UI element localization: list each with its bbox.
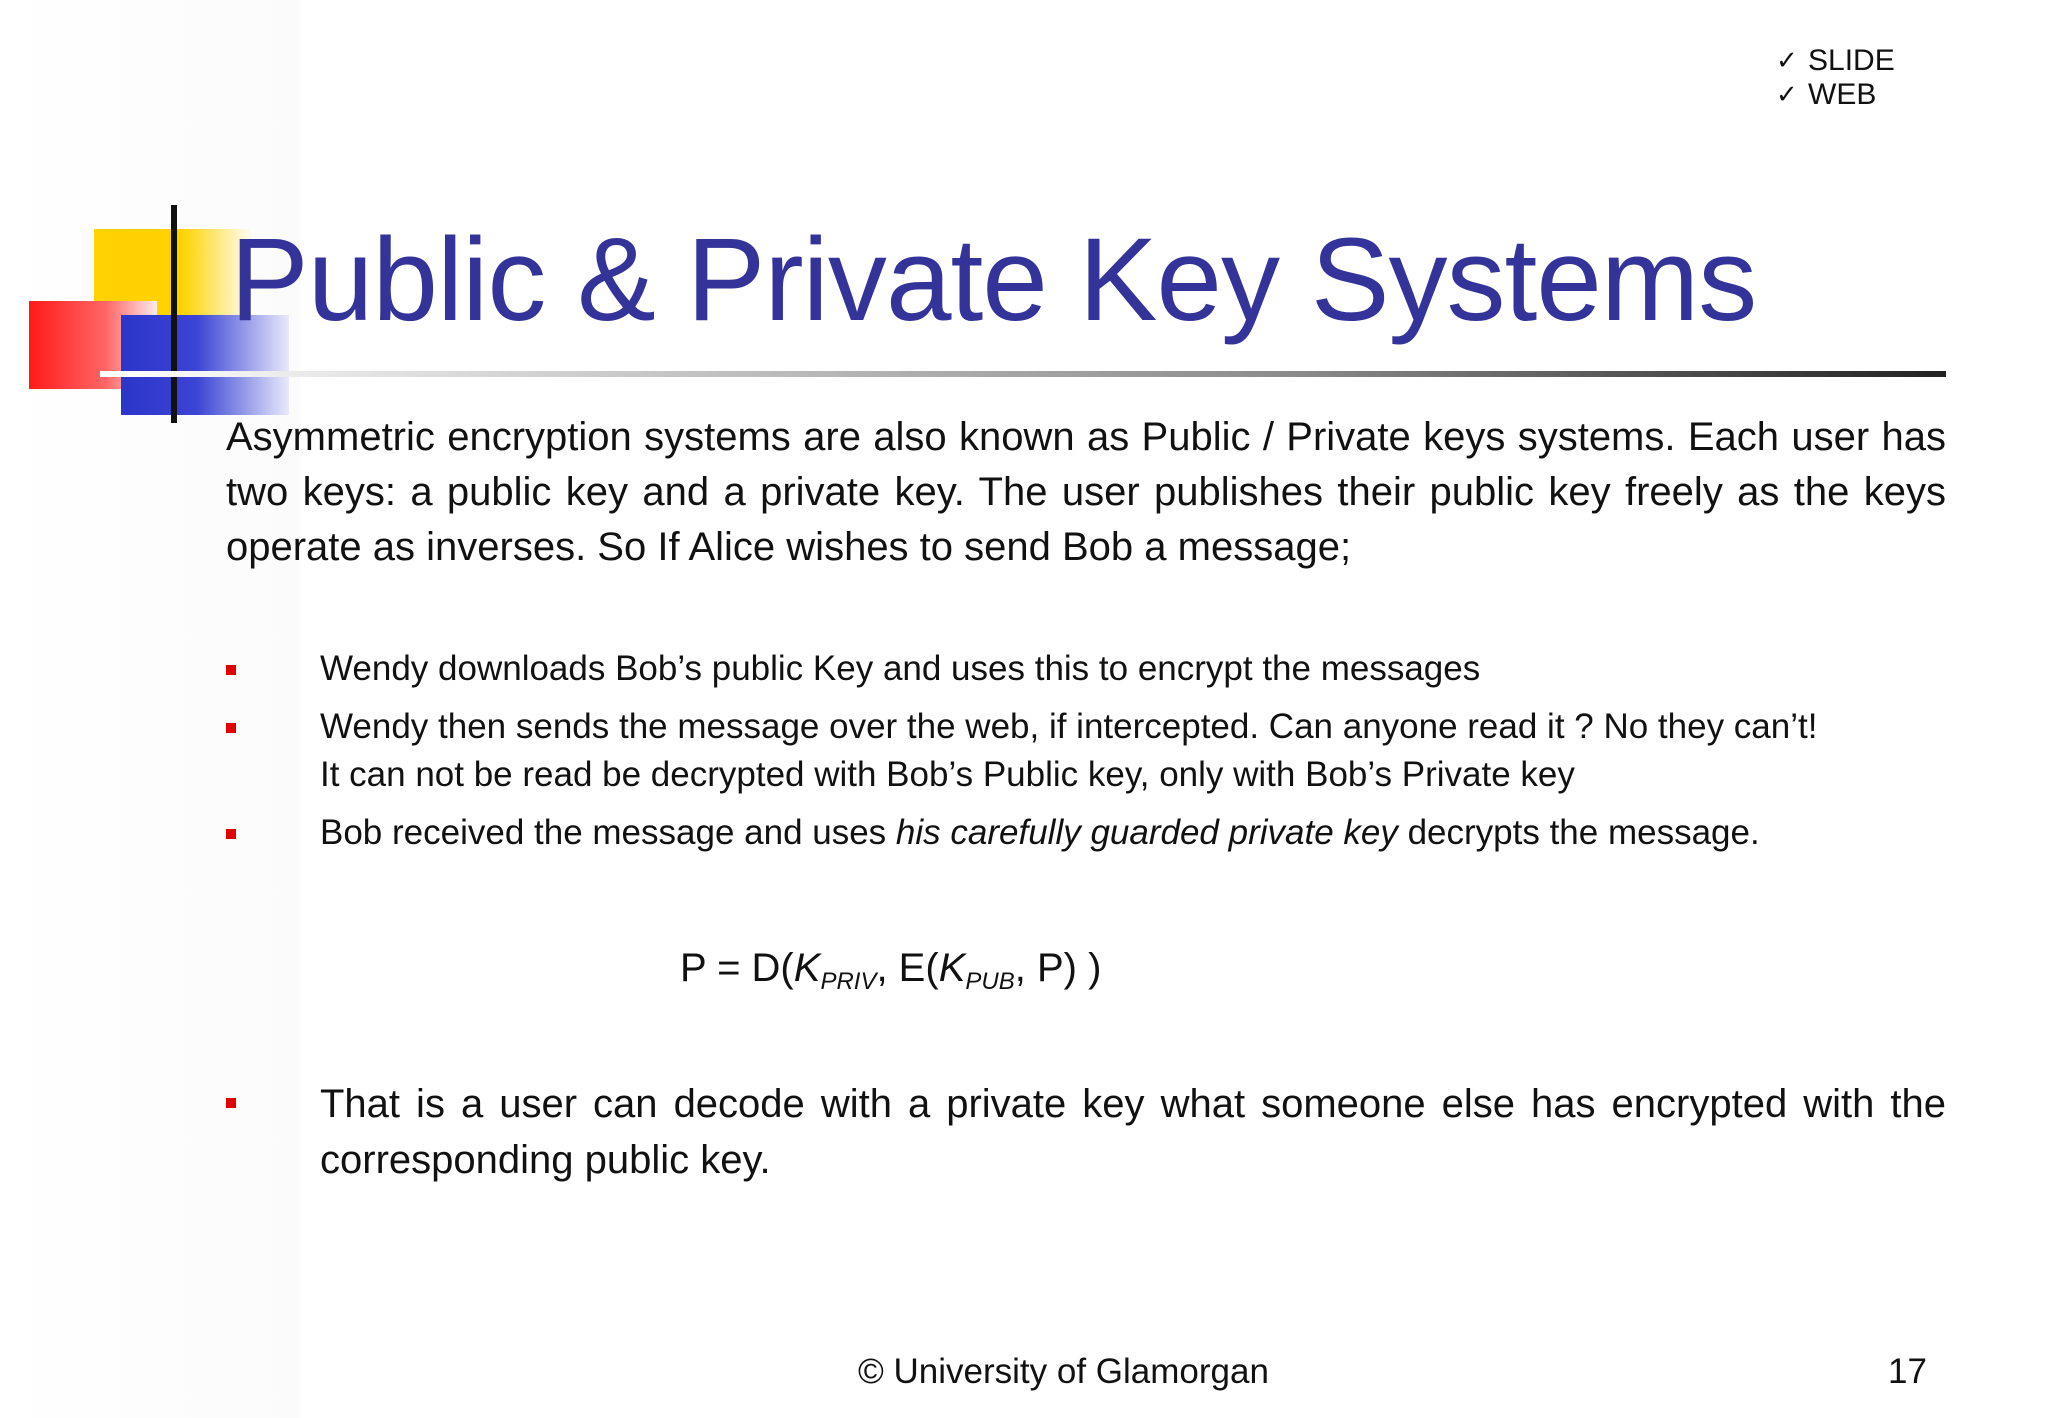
slide-page-number: 17 <box>1888 1352 1927 1391</box>
conclusion-bullet <box>226 1076 1946 1188</box>
bullet-item <box>226 809 1946 857</box>
bullet-item <box>226 703 1946 799</box>
checkmark-icon: ✓ <box>1776 80 1798 110</box>
bullet-text: Wendy downloads Bob’s public Key and uses this to encrypt the messages <box>320 649 1481 688</box>
slide-title: Public & Private Key Systems <box>230 214 1757 346</box>
title-underline <box>100 371 1946 377</box>
bullet-item <box>226 645 1946 693</box>
conclusion-text: That is a user can decode with a private key what someone else has encrypted with the corresponding public key. <box>320 1082 1946 1182</box>
bullet-text-before: Bob received the message and uses <box>320 813 896 852</box>
formula-key-symbol: K <box>938 946 966 990</box>
decryption-formula <box>680 940 1101 1010</box>
bullet-text-line1: Wendy then sends the message over the web, if intercepted. Can anyone read it ? No they can’t! <box>320 707 1818 746</box>
intro-paragraph: Asymmetric encryption systems are also known as Public / Private keys systems. Each user has two keys: a public key and a private key. The user publishes their public key freely as the keys operate as inverses. So If Alice wishes to send Bob a message; <box>226 415 1946 569</box>
bullet-marker-icon <box>226 1098 236 1108</box>
formula-end: , P) ) <box>1014 946 1102 990</box>
formula-priv-subscript: PRIV <box>820 968 877 995</box>
logo-vertical-line <box>171 205 177 423</box>
bullet-text-after: decrypts the message. <box>1397 813 1760 852</box>
checklist-item-label: WEB <box>1808 78 1877 111</box>
checklist-item-label: SLIDE <box>1808 44 1895 77</box>
bullet-marker-icon <box>226 723 236 733</box>
checklist-item <box>1776 44 1895 78</box>
formula-key-symbol: K <box>793 946 821 990</box>
bullet-marker-icon <box>226 829 236 839</box>
formula-middle: , E( <box>876 946 939 990</box>
formula-pub-subscript: PUB <box>965 968 1015 995</box>
formula-start: P = D( <box>680 946 794 990</box>
bullet-text-line2: It can not be read be decrypted with Bob’s Public key, only with Bob’s Private key <box>320 755 1575 794</box>
checklist-item <box>1776 78 1895 112</box>
checklist <box>1776 44 1895 112</box>
checkmark-icon: ✓ <box>1776 46 1798 76</box>
bullet-text-emphasis: his carefully guarded private key <box>895 813 1398 852</box>
footer-copyright: © University of Glamorgan <box>858 1352 1269 1391</box>
bullet-text <box>320 809 1946 857</box>
bullet-list <box>226 645 1946 867</box>
bullet-marker-icon <box>226 665 236 675</box>
